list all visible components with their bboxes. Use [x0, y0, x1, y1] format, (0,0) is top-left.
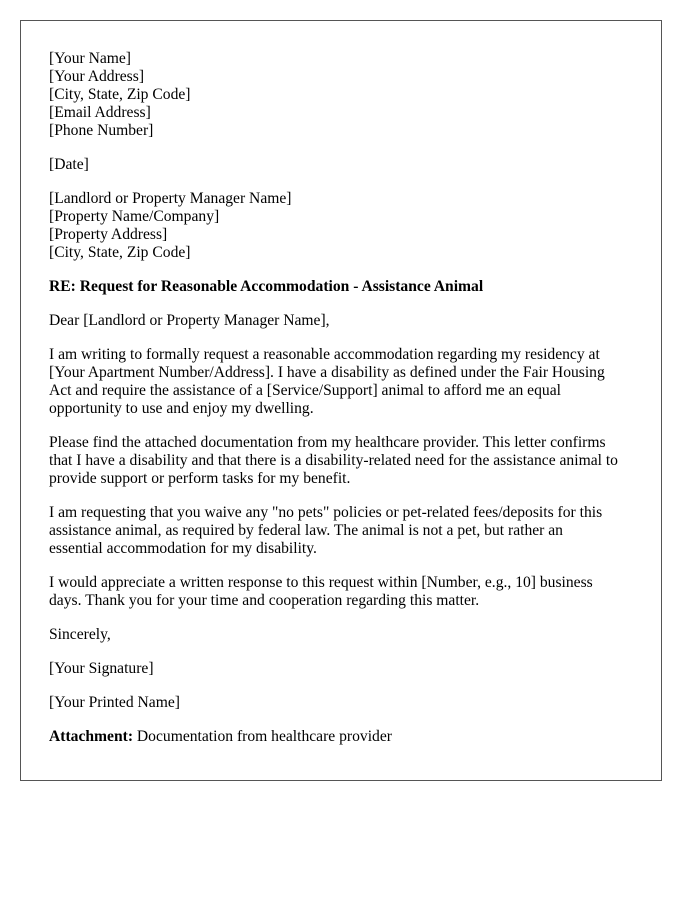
attachment-text: Documentation from healthcare provider — [133, 728, 392, 745]
letter-page — [20, 20, 662, 781]
attachment-line — [49, 728, 633, 746]
sender-email: [Email Address] — [49, 104, 151, 121]
body-line: I am requesting that you waive any "no pets" policies or pet-related fees/deposits for this — [49, 504, 603, 521]
body-line: days. Thank you for your time and cooperation regarding this matter. — [49, 592, 480, 609]
body-line: provide support or perform tasks for my benefit. — [49, 470, 351, 487]
body-line: that I have a disability and that there is a disability-related need for the assistance animal to — [49, 452, 618, 469]
body-paragraph-3 — [49, 504, 633, 558]
body-line: [Your Apartment Number/Address]. I have a disability as defined under the Fair Housing — [49, 364, 605, 381]
signature: [Your Signature] — [49, 660, 154, 677]
body-line: opportunity to use and enjoy my dwelling. — [49, 400, 314, 417]
body-line: Act and require the assistance of a [Service/Support] animal to afford me an equal — [49, 382, 561, 399]
body-line: I would appreciate a written response to this request within [Number, e.g., 10] business — [49, 574, 593, 591]
body-line: essential accommodation for my disability. — [49, 540, 317, 557]
body-paragraph-4 — [49, 574, 633, 610]
body-line: Please find the attached documentation from my healthcare provider. This letter confirms — [49, 434, 606, 451]
closing: Sincerely, — [49, 626, 111, 643]
body-line: I am writing to formally request a reasonable accommodation regarding my residency at — [49, 346, 600, 363]
printed-name-block — [49, 694, 633, 712]
sender-block — [49, 50, 633, 140]
attachment-block — [49, 728, 633, 746]
salutation: Dear [Landlord or Property Manager Name], — [49, 312, 330, 329]
signature-block — [49, 660, 633, 678]
recipient-block — [49, 190, 633, 262]
letter-date: [Date] — [49, 156, 89, 173]
body-paragraph-1 — [49, 346, 633, 418]
closing-block — [49, 626, 633, 644]
sender-city-state-zip: [City, State, Zip Code] — [49, 86, 191, 103]
date-block — [49, 156, 633, 174]
body-paragraph-2 — [49, 434, 633, 488]
recipient-company: [Property Name/Company] — [49, 208, 220, 225]
recipient-name: [Landlord or Property Manager Name] — [49, 190, 292, 207]
subject-line: RE: Request for Reasonable Accommodation - Assistance Animal — [49, 278, 484, 295]
sender-name: [Your Name] — [49, 50, 132, 67]
recipient-city-state-zip: [City, State, Zip Code] — [49, 244, 191, 261]
attachment-label: Attachment: — [49, 728, 134, 745]
recipient-address: [Property Address] — [49, 226, 168, 243]
sender-address: [Your Address] — [49, 68, 145, 85]
subject-block — [49, 278, 633, 296]
printed-name: [Your Printed Name] — [49, 694, 180, 711]
sender-phone: [Phone Number] — [49, 122, 154, 139]
salutation-block — [49, 312, 633, 330]
body-line: assistance animal, as required by federal law. The animal is not a pet, but rather an — [49, 522, 563, 539]
